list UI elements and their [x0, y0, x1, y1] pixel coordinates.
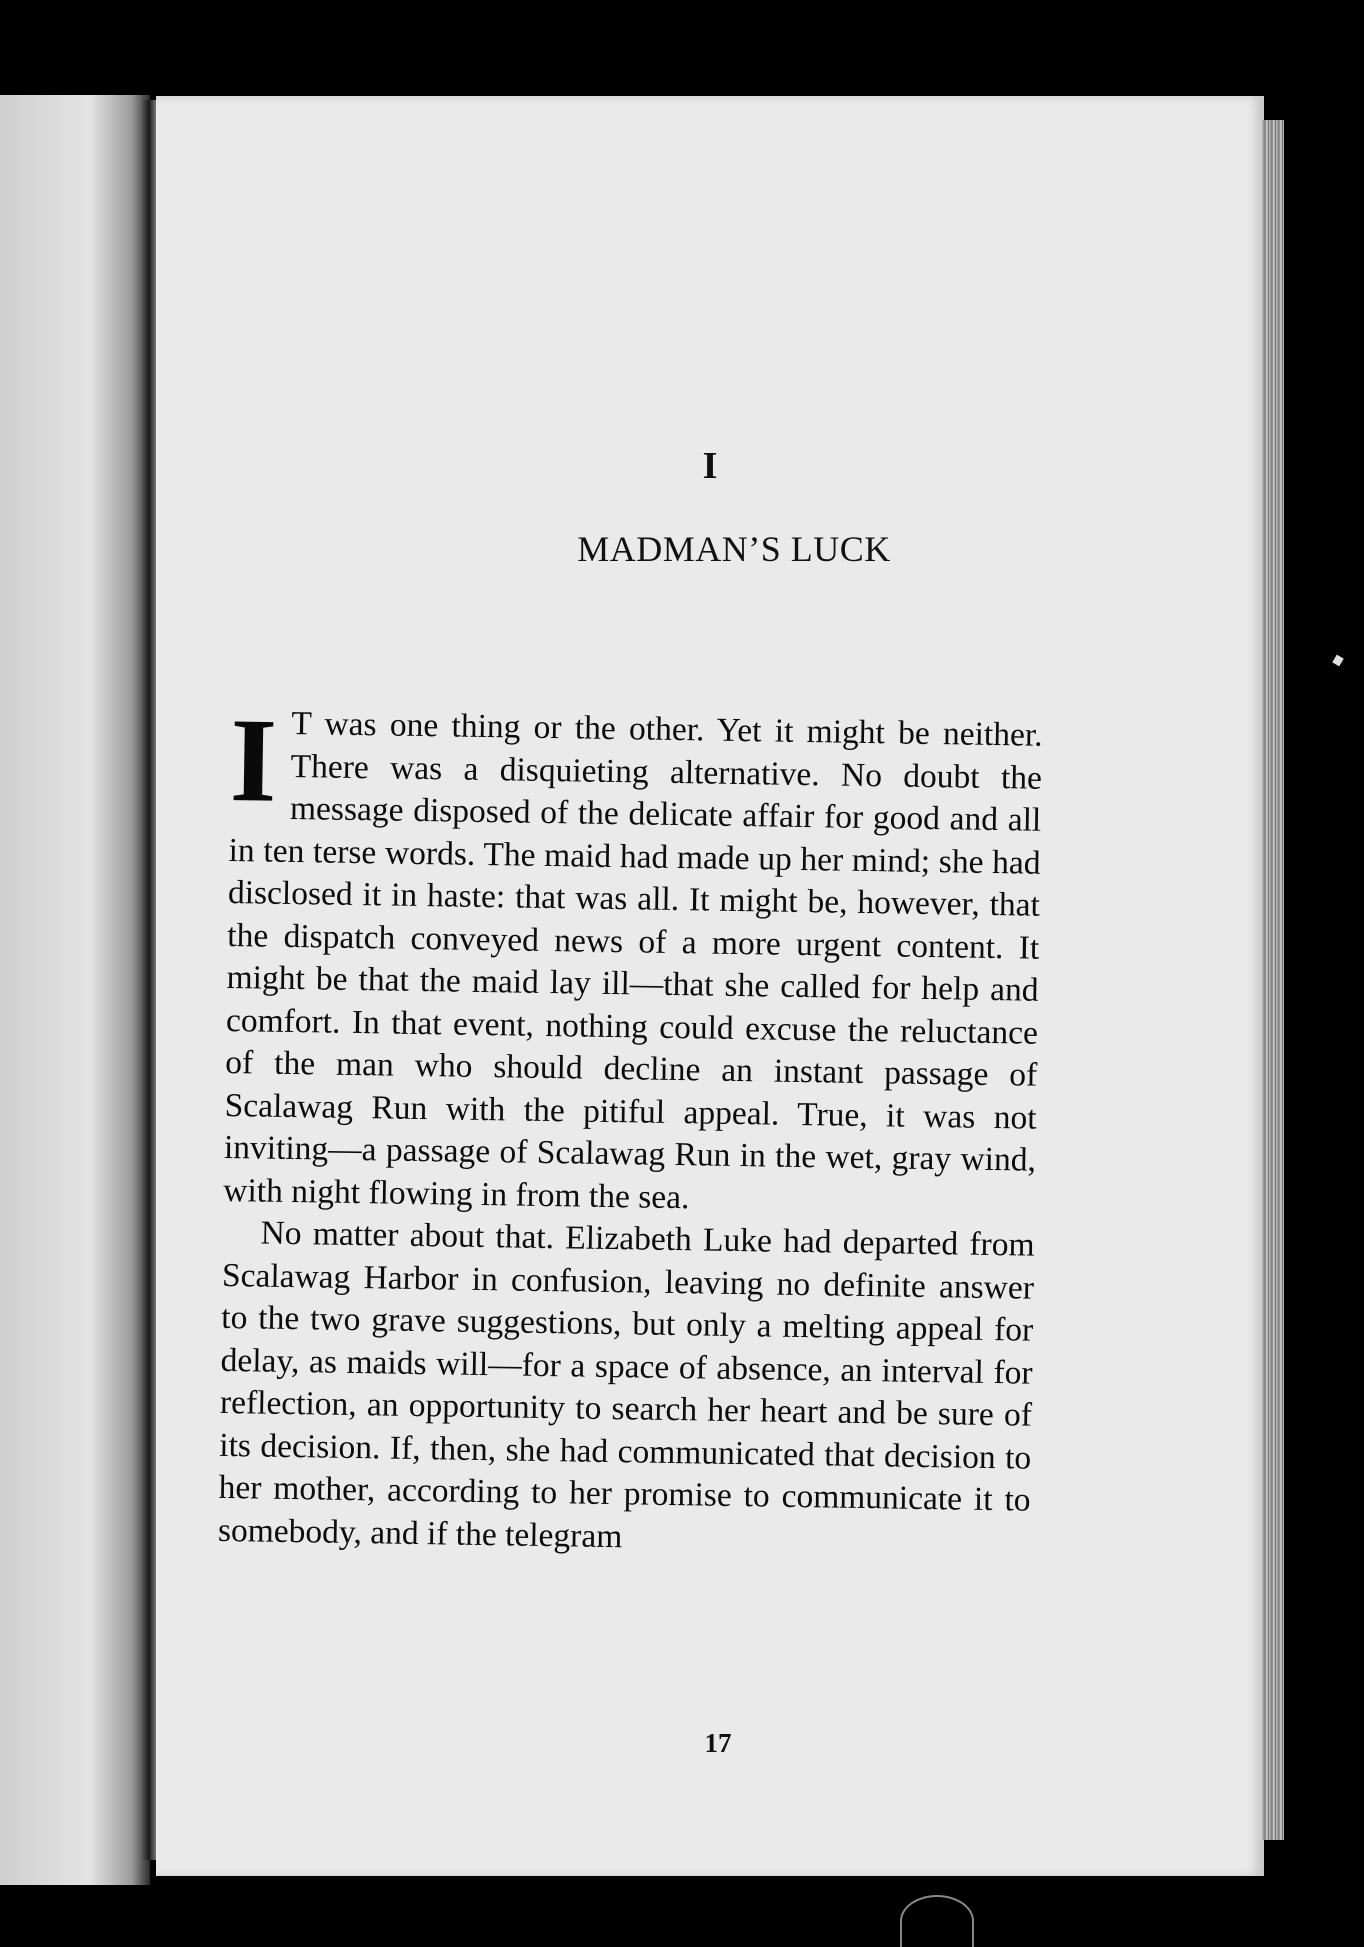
- chapter-number: I: [702, 445, 718, 487]
- page-stack-edge: [1262, 120, 1284, 1840]
- book-spine-shadow: [142, 100, 156, 1860]
- book-page: [156, 96, 1264, 1876]
- page-number: 17: [704, 1728, 732, 1758]
- paragraph-1: [223, 693, 1043, 1225]
- scan-smudge: [1332, 655, 1343, 667]
- left-page-edge: [0, 95, 150, 1885]
- paragraph-1-text: T was one thing or the other. Yet it might be neither. There was a disquieting alternative. No doubt the message disposed of the delicate affair for good and all in ten terse words. The maid had made up her mind; she had disclosed it in haste: that was all. It might be, however, that the dispatch conveyed news of a more urgent content. It might be that the maid lay ill—that she called for help and comfort. In that event, nothing could excuse the reluctance of the man who should decline an instant passage of Scalawag Run with the pitiful appeal. True, it was not inviting—a passage of Scalawag Run in the wet, gray wind, with night flowing in from the sea.: [223, 704, 1043, 1216]
- drop-cap: I: [229, 693, 278, 827]
- paragraph-2: No matter about that. Elizabeth Luke had departed from Scalawag Harbor in confusion, leaving no definite answer to the two grave suggestions, but only a melting appeal for delay, as maids will—for a space of absence, an interval for reflection, an opportunity to search her heart and be sure of its decision. If, then, she had communicated that decision to her mother, according to her promise to communicate it to somebody, and if the telegram: [217, 1214, 1035, 1555]
- body-text: [217, 693, 1043, 1565]
- chapter-title: MADMAN’S LUCK: [577, 529, 891, 569]
- scanner-corner-mark: [900, 1895, 974, 1947]
